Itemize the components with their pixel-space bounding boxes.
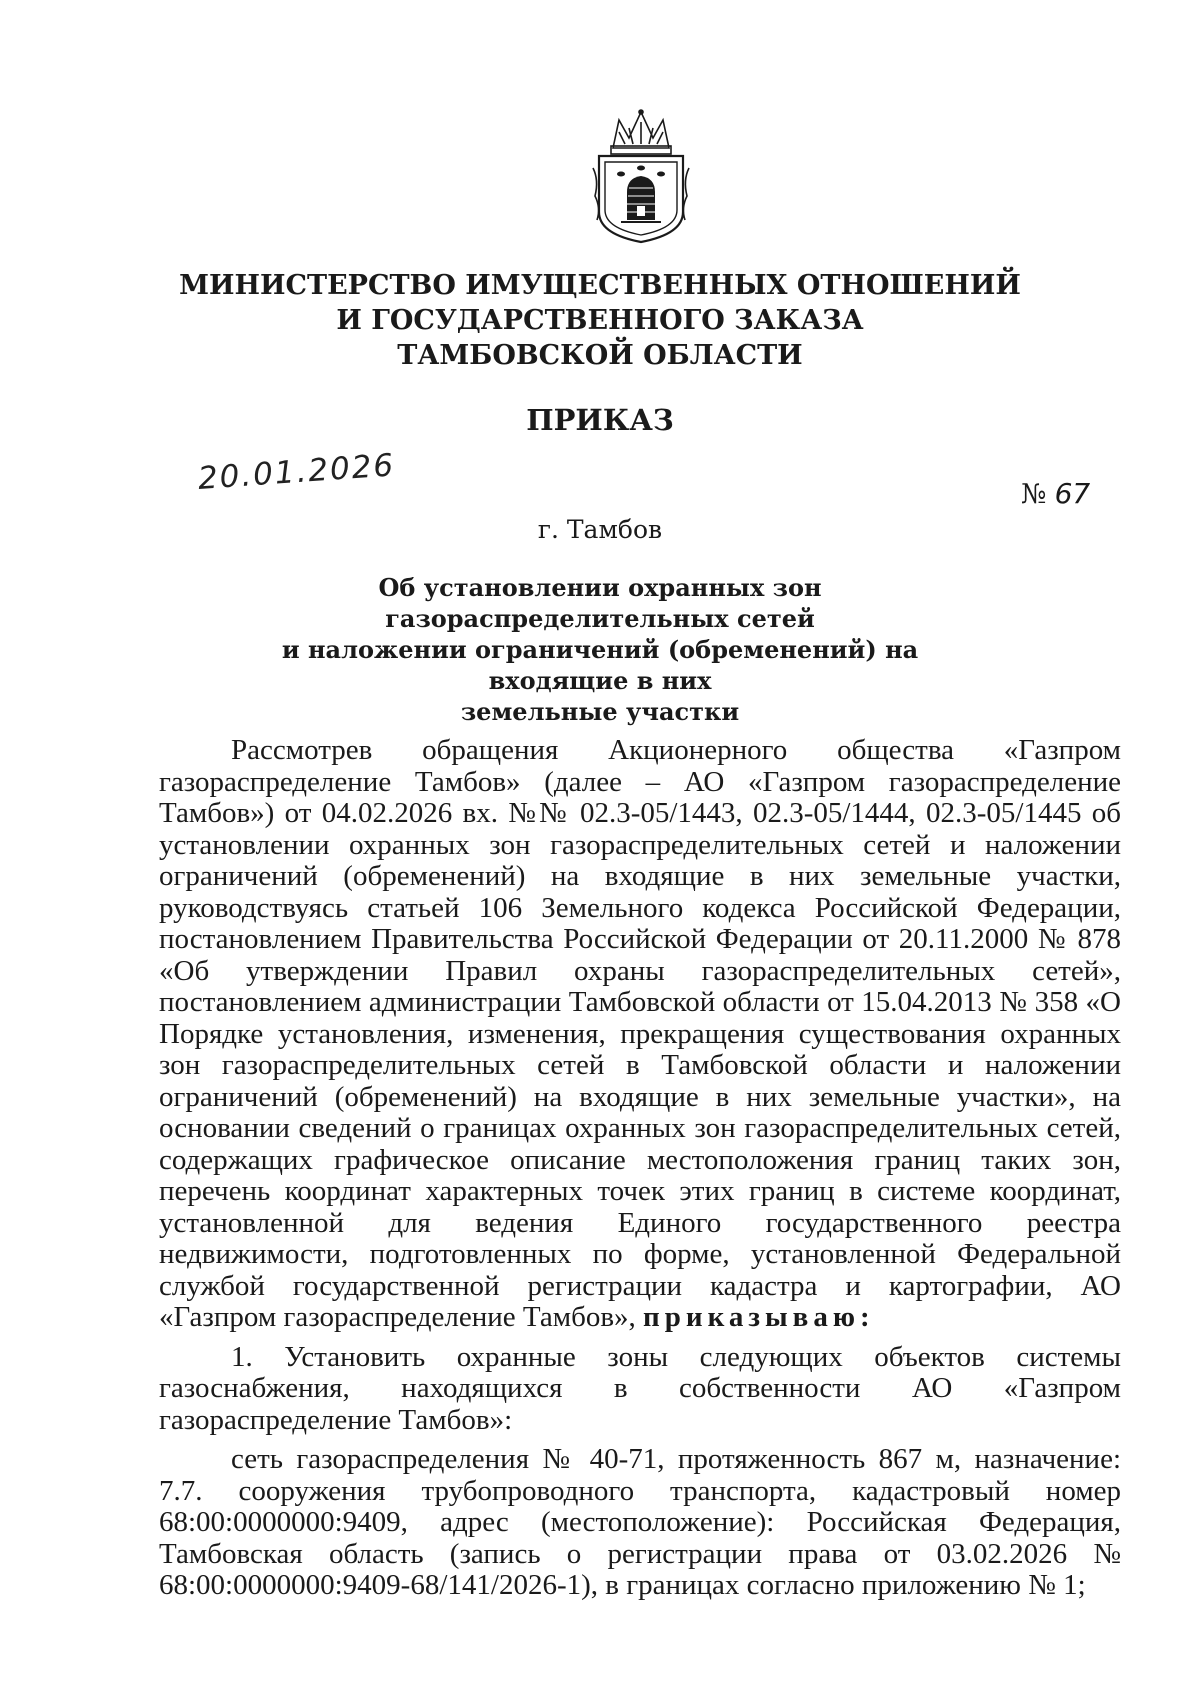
order-number (1021, 477, 1090, 510)
city-label: г. Тамбов (537, 515, 663, 544)
handwritten-date: 20.01.2026 (196, 447, 397, 497)
document-type-title: ПРИКАЗ (526, 403, 674, 437)
number-sign: № (1021, 479, 1047, 510)
order-directive-word: приказываю: (643, 1301, 875, 1333)
item-1-paragraph: 1. Установить охранные зоны следующих объектов системы газоснабжения, находящихся в собственности АО «Газпром газораспределение Тамбов»: (159, 1340, 1121, 1436)
ministry-header (150, 268, 1050, 373)
coat-of-arms-emblem (589, 108, 693, 244)
order-subject-line-3: земельные участки (460, 697, 740, 726)
gas-network-paragraph: сеть газораспределения № 40-71, протяженность 867 м, назначение: 7.7. сооружения трубопроводного транспорта, кадастровый номер 68:00:0000000:9409, адрес (местоположение): Российская Федерация, Тамбовская область (запись о регистрации права от 03.02.2026 № 68:00:0000000:9409-68/141/2026-1), в границах согласно приложению № 1; (159, 1443, 1121, 1601)
handwritten-order-number: 67 (1054, 477, 1091, 510)
ministry-header-line-1: МИНИСТЕРСТВО ИМУЩЕСТВЕННЫХ ОТНОШЕНИЙ (179, 270, 1021, 301)
order-subject-line-1: Об установлении охранных зон газораспределительных сетей (378, 573, 822, 633)
ministry-header-line-3: ТАМБОВСКОЙ ОБЛАСТИ (397, 340, 803, 371)
order-subject (220, 572, 980, 727)
order-body (159, 735, 1121, 1610)
preamble-paragraph (159, 735, 1121, 1334)
preamble-text: Рассмотрев обращения Акционерного общества «Газпром газораспределение Тамбов» (далее – АО «Газпром газораспределение Тамбов») от 04.02.2026 вх. №№ 02.3-05/1443, 02.3-05/1444, 02.3-05/1445 об установлении охранных зон газораспределительных сетей и наложении ограничений (обременений) на входящие в них земельные участки, руководствуясь статьей 106 Земельного кодекса Российской Федерации, постановлением Правительства Российской Федерации от 20.11.2000 № 878 «Об утверждении Правил охраны газораспределительных сетей», постановлением администрации Тамбовской области от 15.04.2013 № 358 «О Порядке установления, изменения, прекращения существования охранных зон газораспределительных сетей в Тамбовской области и наложении ограничений (обременений) на входящие в них земельные участки», на основании сведений о границах охранных зон газораспределительных сетей, содержащих графическое описание местоположения границ таких зон, перечень координат характерных точек этих границ в системе координат, установленной для ведения Единого государственного реестра недвижимости, подготовленных по форме, установленной Федеральной службой государственной регистрации кадастра и картографии, АО «Газпром газораспределение Тамбов», (159, 734, 1121, 1333)
order-subject-line-2: и наложении ограничений (обременений) на входящие в них (281, 635, 919, 695)
ministry-header-line-2: И ГОСУДАРСТВЕННОГО ЗАКАЗА (336, 305, 864, 336)
